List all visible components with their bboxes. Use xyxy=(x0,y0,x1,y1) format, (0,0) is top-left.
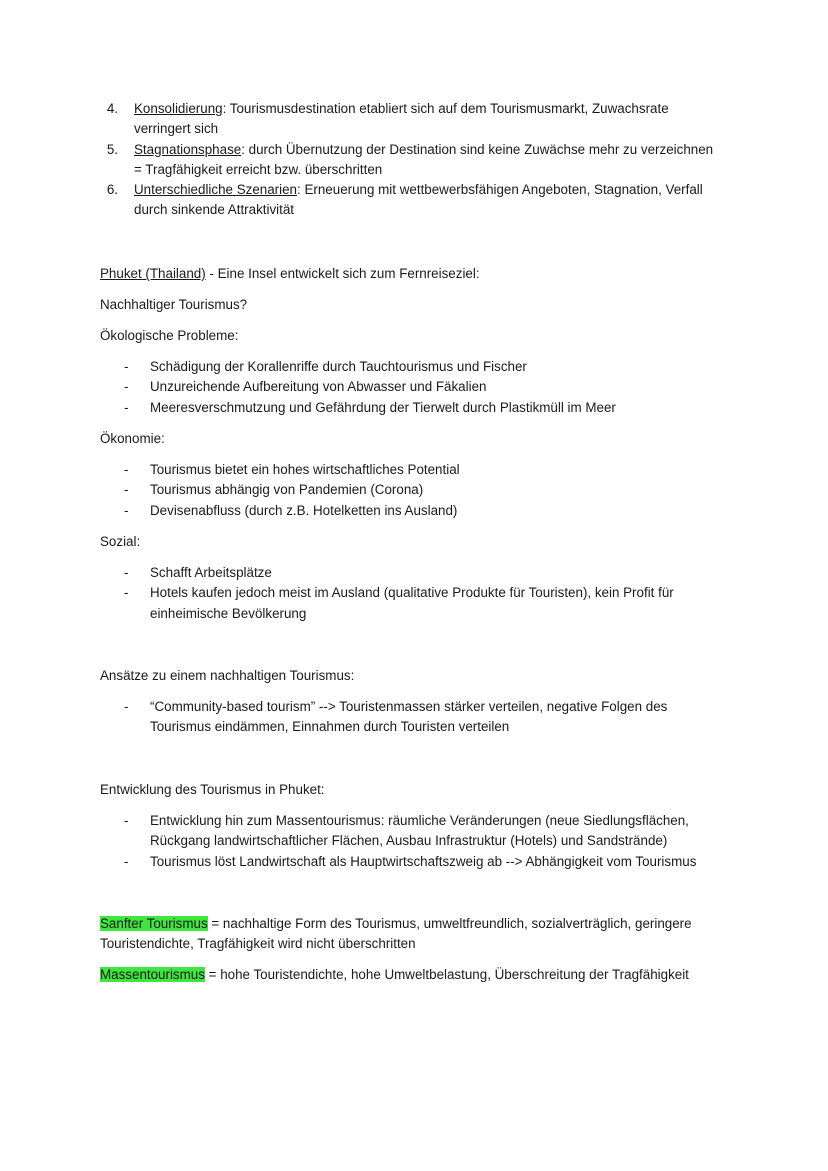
item-text: : Tourismusdestination etabliert sich auf dem Tourismusmarkt, Zuwachsrate verringert sich xyxy=(134,101,669,137)
ansaetze-bullets xyxy=(0,697,828,738)
item-number: 5. xyxy=(106,141,118,157)
phuket-heading xyxy=(100,264,740,284)
phuket-term: Phuket (Thailand) xyxy=(100,266,206,281)
list-item xyxy=(0,398,828,418)
highlighted-term: Massentourismus xyxy=(100,967,205,982)
list-item xyxy=(0,501,828,521)
term-szenarien: Unterschiedliche Szenarien xyxy=(134,182,298,198)
bullet-text: Unzureichende Aufbereitung von Abwasser und Fäkalien xyxy=(150,379,487,395)
list-item xyxy=(0,180,828,221)
sanfter-tourismus-definition xyxy=(100,914,740,955)
bullet-text: Entwicklung hin zum Massentourismus: räumliche Veränderungen (neue Siedlungsflächen, Rückgang landwirtschaftlicher Flächen, Ausbau Infrastruktur (Hotels) und Sandstrände) xyxy=(150,813,689,849)
bullet-text: Tourismus bietet ein hohes wirtschaftliches Potential xyxy=(150,462,460,477)
highlighted-term: Sanfter Tourismus xyxy=(100,916,208,931)
list-item xyxy=(0,697,828,738)
phuket-text: - Eine Insel entwickelt sich zum Fernreiseziel: xyxy=(205,266,480,281)
list-item xyxy=(0,460,828,480)
bullet-dash: - xyxy=(124,482,129,498)
nachhaltig-question: Nachhaltiger Tourismus? xyxy=(100,297,248,312)
list-item xyxy=(0,563,828,583)
oekonomie-bullets xyxy=(0,460,828,521)
bullet-dash: - xyxy=(124,813,129,828)
bullet-dash: - xyxy=(124,853,129,869)
ansaetze-heading: Ansätze zu einem nachhaltigen Tourismus: xyxy=(100,668,355,683)
oekologie-heading: Ökologische Probleme: xyxy=(100,328,239,343)
bullet-text: Schafft Arbeitsplätze xyxy=(150,565,272,580)
item-text: : Erneuerung mit wettbewerbsfähigen Angeboten, Stagnation, Verfall durch sinkende Attraktivität xyxy=(134,182,703,218)
item-number: 4. xyxy=(106,101,118,116)
bullet-dash: - xyxy=(124,379,129,395)
oekonomie-heading: Ökonomie: xyxy=(100,431,165,446)
bullet-text: Schädigung der Korallenriffe durch Tauchtourismus und Fischer xyxy=(150,359,527,374)
item-text: : durch Übernutzung der Destination sind keine Zuwächse mehr zu verzeichnen = Tragfähigkeit erreicht bzw. überschritten xyxy=(134,141,714,177)
bullet-dash: - xyxy=(124,565,129,580)
definition-text: = nachhaltige Form des Tourismus, umweltfreundlich, sozialverträglich, geringere Touristendichte, Tragfähigkeit wird nicht überschritten xyxy=(100,916,692,952)
list-item xyxy=(0,140,828,181)
bullet-text: “Community-based tourism” --> Touristenmassen stärker verteilen, negative Folgen des Tourismus eindämmen, Einnahmen durch Touristen verteilen xyxy=(150,699,668,735)
sozial-heading: Sozial: xyxy=(100,534,141,549)
entwicklung-heading: Entwicklung des Tourismus in Phuket: xyxy=(100,782,325,797)
list-item xyxy=(0,811,828,852)
term-konsolidierung: Konsolidierung xyxy=(134,101,223,116)
list-item xyxy=(0,852,828,872)
list-item xyxy=(0,480,828,500)
term-stagnationsphase: Stagnationsphase xyxy=(134,141,242,157)
list-item xyxy=(0,357,828,377)
bullet-text: Meeresverschmutzung und Gefährdung der Tierwelt durch Plastikmüll im Meer xyxy=(150,399,616,415)
bullet-text: Tourismus abhängig von Pandemien (Corona) xyxy=(150,482,424,498)
list-item xyxy=(0,377,828,397)
oekologie-bullets xyxy=(0,357,828,418)
bullet-dash: - xyxy=(124,585,129,601)
list-item xyxy=(0,99,828,140)
bullet-dash: - xyxy=(124,462,129,477)
entwicklung-bullets xyxy=(0,811,828,872)
bullet-text: Devisenabfluss (durch z.B. Hotelketten ins Ausland) xyxy=(150,502,458,518)
massentourismus-definition xyxy=(100,965,740,985)
bullet-dash: - xyxy=(124,699,129,714)
bullet-text: Hotels kaufen jedoch meist im Ausland (qualitative Produkte für Touristen), kein Profit für einheimische Bevölkerung xyxy=(150,585,674,621)
list-item xyxy=(0,583,828,624)
bullet-dash: - xyxy=(124,399,129,415)
bullet-text: Tourismus löst Landwirtschaft als Hauptwirtschaftszweig ab --> Abhängigkeit vom Tourismus xyxy=(150,853,697,869)
sozial-bullets xyxy=(0,563,828,624)
definition-text: = hohe Touristendichte, hohe Umweltbelastung, Überschreitung der Tragfähigkeit xyxy=(204,967,689,982)
bullet-dash: - xyxy=(124,359,129,374)
bullet-dash: - xyxy=(124,502,129,518)
item-number: 6. xyxy=(106,182,118,198)
phase-list xyxy=(0,99,828,221)
